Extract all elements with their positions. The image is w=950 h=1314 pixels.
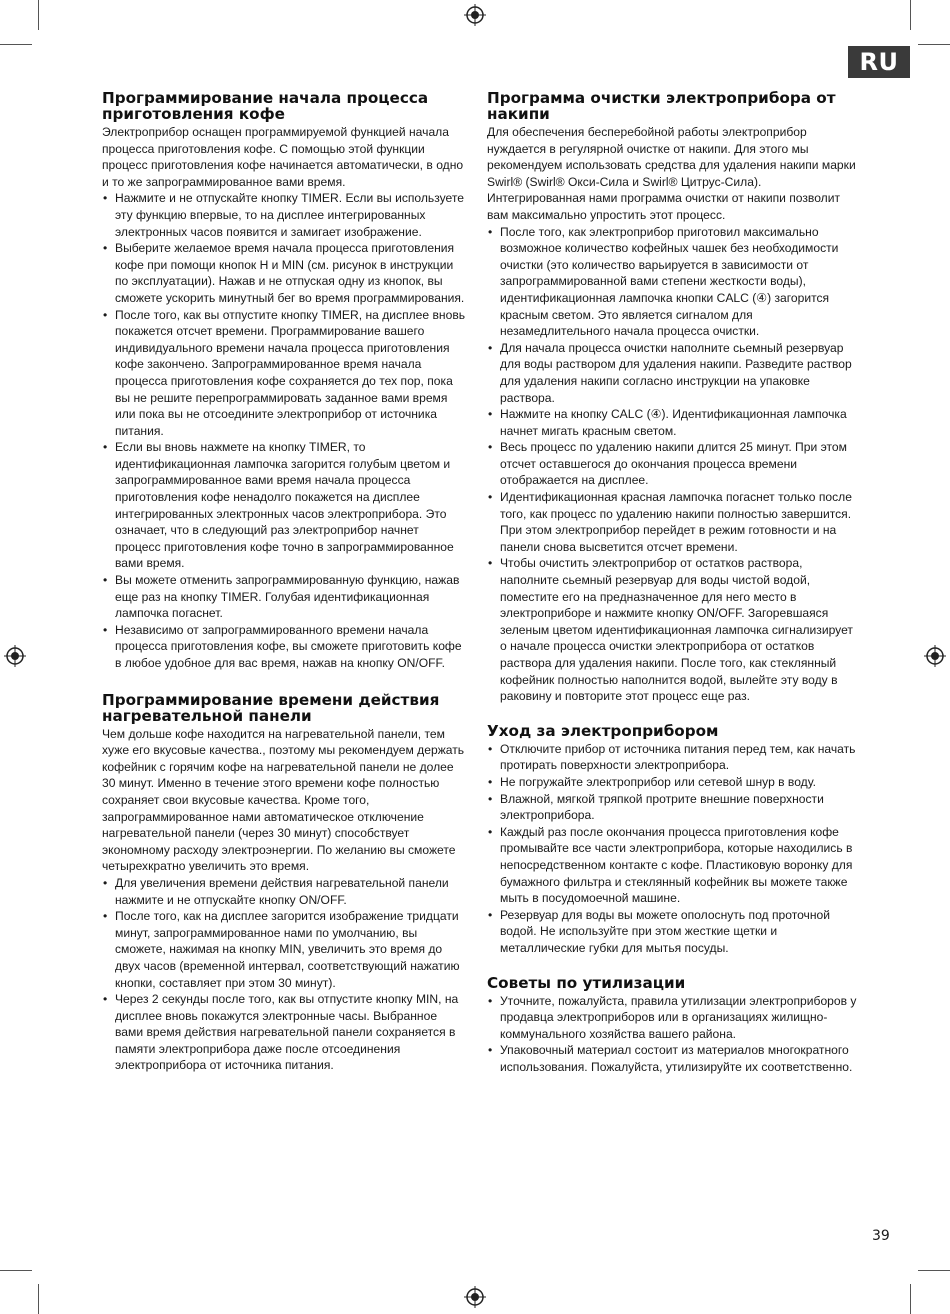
bullet-list: [487, 741, 859, 957]
section-title: Программа очистки электроприбора от накипи: [487, 89, 836, 123]
bullet-list: [102, 875, 467, 1074]
section-title: Программирование начала процесса приготовления кофе: [102, 89, 429, 123]
section-intro: Для обеспечения бесперебойной работы электроприбор нуждается в регулярной очистке от накипи. Для этого мы рекомендуем использовать средства для удаления накипи марки Swirl® (Swirl® Окси-Сила и Swirl® Цитрус-Сила). Интегрированная нами программа очистки от накипи позволит вам максимально упростить этот процесс.: [487, 125, 856, 222]
list-item: • После того, как электроприбор приготовил максимально возможное количество кофейных чашек без необходимости очистки (это количество варьируется в зависимости от запрограммированной вами степени жесткости воды), идентификационная лампочка кнопки CALC (④) загорится красным светом. Это является сигналом для незамедлительного начала процесса очистки.: [487, 224, 859, 340]
list-item: • Вы можете отменить запрограммированную функцию, нажав еще раз на кнопку TIMER. Голубая идентификационная лампочка погаснет.: [102, 572, 467, 622]
language-badge: RU: [848, 46, 910, 78]
registration-mark-icon: [464, 4, 486, 26]
list-item: • Независимо от запрограммированного времени начала процесса приготовления кофе, вы сможете приготовить кофе в любое удобное для вас время, нажав на кнопку ON/OFF.: [102, 622, 467, 672]
list-item: • Нажмите на кнопку CALC (④). Идентификационная лампочка начнет мигать красным светом.: [487, 406, 859, 439]
crop-mark: [910, 0, 911, 30]
crop-mark: [0, 1270, 32, 1271]
list-item: • Весь процесс по удалению накипи длится 25 минут. При этом отсчет оставшегося до окончания процесса времени отображается на дисплее.: [487, 439, 859, 489]
list-item: • Если вы вновь нажмете на кнопку TIMER, то идентификационная лампочка загорится голубым цветом и запрограммированное вами время начала процесса приготовления кофе ненадолго покажется на дисплее интегрированных электронных часов электроприбора. Это означает, что в следующий раз электроприбор начнет процесс приготовления кофе точно в запрограммированное вами время.: [102, 439, 467, 572]
section-disposal: [487, 975, 859, 1076]
section-intro: Чем дольше кофе находится на нагревательной панели, тем хуже его вкусовые качества., поэтому мы рекомендуем держать кофейник с горячим кофе на нагревательной панели не долее 30 минут. Именно в течение этого времени кофе полностью сохраняет свои вкусовые качества. Кроме того, запрограммированное нами автоматическое отключение нагревательной панели (через 30 минут) способствует экономному расходу электроэнергии. По желанию вы сможете четырехкратно увеличить это время.: [102, 726, 465, 874]
crop-mark: [0, 44, 32, 45]
section-hotplate-programming: [102, 692, 467, 1074]
section-timer-programming: [102, 90, 467, 672]
list-item: • Не погружайте электроприбор или сетевой шнур в воду.: [487, 774, 859, 791]
list-item: • Для увеличения времени действия нагревательной панели нажмите и не отпускайте кнопку ON/OFF.: [102, 875, 467, 908]
list-item: • После того, как на дисплее загорится изображение тридцати минут, запрограммированное нами по умолчанию, вы сможете, нажимая на кнопку MIN, увеличить это время до двух часов (временной интервал, соответствующий нажатию кнопки, составляет при этом 30 минут).: [102, 908, 467, 991]
crop-mark: [918, 1270, 950, 1271]
left-column: [102, 90, 467, 1087]
list-item: • Выберите желаемое время начала процесса приготовления кофе при помощи кнопок H и MIN (см. рисунок в инструкции по эксплуатации). Нажав и не отпуская одну из кнопок, вы сможете ускорить минутный бег во время программирования.: [102, 240, 467, 306]
section-title: Программирование времени действия нагревательной панели: [102, 690, 440, 725]
bullet-list: [102, 190, 467, 671]
list-item: • Идентификационная красная лампочка погаснет только после того, как процесс по удалению накипи полностью завершится. При этом электроприбор перейдет в режим готовности и на панели снова высветится отсчет времени.: [487, 489, 859, 555]
registration-mark-icon: [924, 645, 946, 667]
list-item: • Отключите прибор от источника питания перед тем, как начать протирать поверхности электроприбора.: [487, 741, 859, 774]
section-intro: Электроприбор оснащен программируемой функцией начала процесса приготовления кофе. С помощью этой функции процесс приготовления кофе начинается автоматически, в одно и то же запрограммированное вами время.: [102, 125, 464, 189]
list-item: • После того, как вы отпустите кнопку TIMER, на дисплее вновь покажется отсчет времени. Программирование вашего индивидуального времени начала процесса приготовления кофе закончено. Запрограммированное время начала процесса приготовления кофе сохраняется до тех пор, пока вы не решите перепрограммировать заданное вами время или пока вы не отсоедините электроприбор от источника питания.: [102, 307, 467, 440]
crop-mark: [38, 1284, 39, 1314]
section-title: Советы по утилизации: [487, 973, 686, 992]
list-item: • Каждый раз после окончания процесса приготовления кофе промывайте все части электроприбора, которые находились в непосредственном контакте с кофе. Пластиковую воронку для бумажного фильтра и стеклянный кофейник вы можете также мыть в посудомоечной машине.: [487, 824, 859, 907]
list-item: • Упаковочный материал состоит из материалов многократного использования. Пожалуйста, утилизируйте их соответственно.: [487, 1042, 859, 1075]
section-descaling: [487, 90, 859, 705]
list-item: • Уточните, пожалуйста, правила утилизации электроприборов у продавца электроприборов или в организациях жилищно-коммунального хозяйства вашего района.: [487, 993, 859, 1043]
crop-mark: [918, 44, 950, 45]
section-title: Уход за электроприбором: [487, 721, 719, 740]
list-item: • Через 2 секунды после того, как вы отпустите кнопку MIN, на дисплее вновь покажутся электронные часы. Выбранное вами время действия нагревательной панели сохраняется в памяти электроприбора даже после отсоединения электроприбора от источника питания.: [102, 991, 467, 1074]
list-item: • Для начала процесса очистки наполните сьемный резервуар для воды раствором для удаления накипи. Разведите раствор для удаления накипи согласно инструкции на упаковке раствора.: [487, 340, 859, 406]
crop-mark: [38, 0, 39, 30]
bullet-list: [487, 993, 859, 1076]
crop-mark: [910, 1284, 911, 1314]
list-item: • Нажмите и не отпускайте кнопку TIMER. Если вы используете эту функцию впервые, то на дисплее интегрированных электронных часов появится и замигает изображение.: [102, 190, 467, 240]
registration-mark-icon: [4, 645, 26, 667]
section-care: [487, 723, 859, 957]
list-item: • Влажной, мягкой тряпкой протрите внешние поверхности электроприбора.: [487, 791, 859, 824]
registration-mark-icon: [464, 1286, 486, 1308]
bullet-list: [487, 224, 859, 705]
right-column: [487, 90, 859, 1088]
page-number: 39: [872, 1228, 890, 1244]
list-item: • Чтобы очистить электроприбор от остатков раствора, наполните сьемный резервуар для воды чистой водой, поместите его на предназначенное для него место в электроприборе и нажмите кнопку ON/OFF. Загоревшаяся зеленым цветом идентификационная лампочка сигнализирует о начале процесса очистки электроприбора от остатков раствора для удаления накипи. После того, как стеклянный кофейник полностью наполнится водой, вылейте эту воду в раковину и повторите этот процесс еще раз.: [487, 555, 859, 704]
list-item: • Резервуар для воды вы можете ополоснуть под проточной водой. Не используйте при этом жесткие щетки и металлические губки для мытья посуды.: [487, 907, 859, 957]
